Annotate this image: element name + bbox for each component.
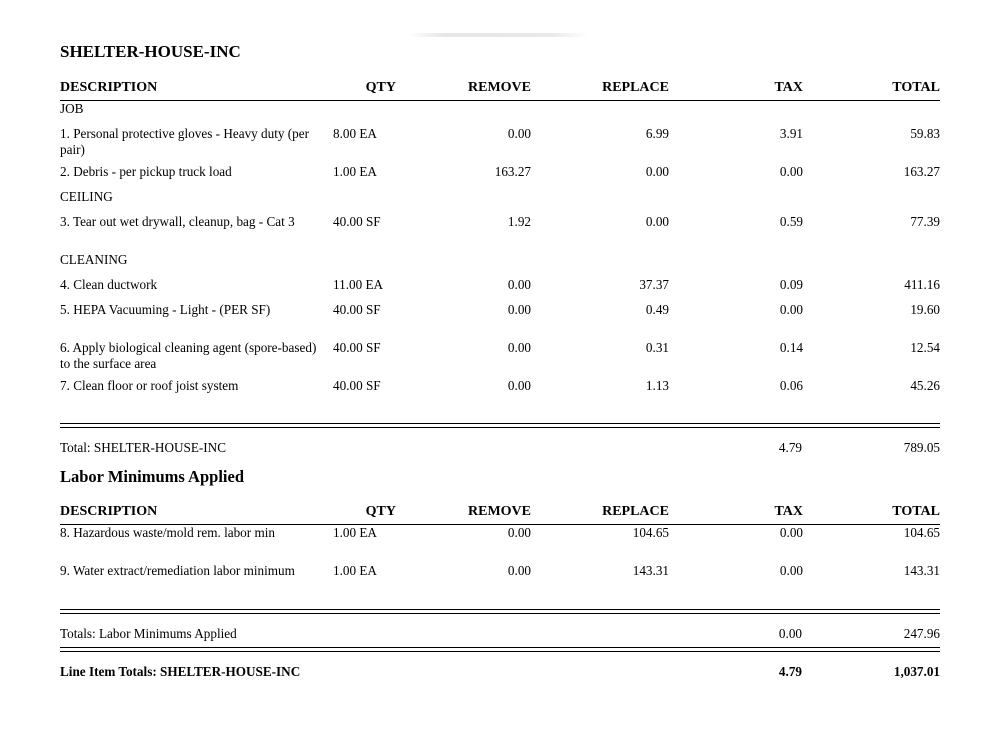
header-remove: REMOVE <box>468 80 531 95</box>
group-row-ceiling <box>60 189 940 214</box>
item-qty: 40.00 SF <box>333 214 381 229</box>
item-total: 77.39 <box>910 214 940 229</box>
item-remove: 0.00 <box>507 562 531 578</box>
item-tax: 0.09 <box>779 277 803 292</box>
item-qty: 1.00 EA <box>333 562 377 578</box>
item-qty: 1.00 EA <box>333 164 377 179</box>
item-replace: 0.31 <box>645 340 669 355</box>
table-row <box>60 340 940 378</box>
line-items-table <box>60 76 940 403</box>
item-tax: 0.00 <box>779 525 803 540</box>
item-replace: 37.37 <box>639 277 669 292</box>
item-tax: 0.59 <box>779 214 803 229</box>
item-qty: 8.00 EA <box>333 126 377 141</box>
item-description: 3. Tear out wet drywall, cleanup, bag - Cat 3 <box>60 214 295 229</box>
item-qty: 40.00 SF <box>333 340 381 355</box>
labor-total-amount: 247.96 <box>903 626 940 641</box>
grand-total-tax: 4.79 <box>778 664 802 679</box>
labor-total-tax: 0.00 <box>778 626 802 641</box>
item-description: 7. Clean floor or roof joist system <box>60 378 239 393</box>
header-description: DESCRIPTION <box>60 504 158 519</box>
section-total-row <box>60 440 940 458</box>
item-tax: 3.91 <box>779 126 803 141</box>
item-tax: 0.00 <box>779 302 803 317</box>
item-description: 6. Apply biological cleaning agent (spore-based) to the surface area <box>60 340 317 371</box>
labor-items-table <box>60 500 940 601</box>
item-description: 5. HEPA Vacuuming - Light - (PER SF) <box>60 302 271 317</box>
item-total: 163.27 <box>903 164 940 179</box>
item-total: 45.26 <box>910 378 940 393</box>
item-remove: 0.00 <box>507 378 531 393</box>
item-remove: 163.27 <box>494 164 531 179</box>
item-total: 411.16 <box>904 277 940 292</box>
item-tax: 0.14 <box>779 340 803 355</box>
labor-total-row <box>60 626 940 644</box>
group-label: CEILING <box>60 189 113 204</box>
section-total-tax: 4.79 <box>778 440 802 455</box>
item-replace: 143.31 <box>632 562 669 578</box>
item-description: 2. Debris - per pickup truck load <box>60 164 232 179</box>
table-row <box>60 126 940 164</box>
item-tax: 0.00 <box>779 562 803 578</box>
item-total: 143.31 <box>903 562 940 578</box>
header-tax: TAX <box>774 80 803 95</box>
header-total: TOTAL <box>892 80 940 95</box>
item-description: 8. Hazardous waste/mold rem. labor min <box>60 525 275 540</box>
item-tax: 0.00 <box>779 164 803 179</box>
table-row <box>60 378 940 403</box>
labor-minimums-title: Labor Minimums Applied <box>60 467 244 486</box>
item-total: 12.54 <box>910 340 940 355</box>
item-qty: 40.00 SF <box>333 302 381 317</box>
item-total: 19.60 <box>910 302 940 317</box>
group-row-cleaning <box>60 252 940 277</box>
item-replace: 0.49 <box>645 302 669 317</box>
table-row <box>60 525 940 563</box>
item-replace: 0.00 <box>645 214 669 229</box>
grand-total-amount: 1,037.01 <box>893 664 940 679</box>
item-remove: 0.00 <box>507 302 531 317</box>
header-qty: QTY <box>365 80 396 95</box>
header-replace: REPLACE <box>602 80 669 95</box>
header-description: DESCRIPTION <box>60 80 158 95</box>
blurred-header-text <box>408 33 588 37</box>
header-replace: REPLACE <box>602 504 669 519</box>
item-qty: 40.00 SF <box>333 378 381 393</box>
header-tax: TAX <box>774 504 803 519</box>
item-remove: 0.00 <box>507 277 531 292</box>
header-qty: QTY <box>365 504 396 519</box>
section-total-label: Total: SHELTER-HOUSE-INC <box>60 440 226 455</box>
table-row <box>60 302 940 340</box>
group-label: JOB <box>60 101 84 116</box>
double-rule <box>60 609 940 614</box>
item-qty: 11.00 EA <box>333 277 384 292</box>
item-replace: 0.00 <box>645 164 669 179</box>
item-description: 1. Personal protective gloves - Heavy duty (per pair) <box>60 126 310 157</box>
item-replace: 6.99 <box>645 126 669 141</box>
item-description: 9. Water extract/remediation labor minimum <box>60 562 295 578</box>
table-header-row <box>60 500 940 525</box>
company-title: SHELTER-HOUSE-INC <box>60 42 241 61</box>
table-row <box>60 214 940 252</box>
group-row-job <box>60 101 940 127</box>
header-remove: REMOVE <box>468 504 531 519</box>
item-total: 59.83 <box>910 126 940 141</box>
section-total-amount: 789.05 <box>903 440 940 455</box>
grand-total-label: Line Item Totals: SHELTER-HOUSE-INC <box>60 664 301 679</box>
item-remove: 0.00 <box>507 340 531 355</box>
group-label: CLEANING <box>60 252 128 267</box>
item-remove: 0.00 <box>507 525 531 540</box>
header-total: TOTAL <box>892 504 940 519</box>
item-replace: 104.65 <box>632 525 669 540</box>
item-replace: 1.13 <box>645 378 669 393</box>
table-row <box>60 563 940 601</box>
item-qty: 1.00 EA <box>333 525 377 540</box>
item-total: 104.65 <box>903 525 940 540</box>
item-remove: 0.00 <box>507 126 531 141</box>
item-description: 4. Clean ductwork <box>60 277 158 292</box>
grand-total-row <box>60 664 940 682</box>
item-remove: 1.92 <box>507 214 531 229</box>
table-header-row <box>60 76 940 101</box>
table-row <box>60 277 940 302</box>
double-rule <box>60 423 940 428</box>
labor-total-label: Totals: Labor Minimums Applied <box>60 626 237 641</box>
table-row <box>60 164 940 189</box>
double-rule <box>60 647 940 652</box>
item-tax: 0.06 <box>779 378 803 393</box>
